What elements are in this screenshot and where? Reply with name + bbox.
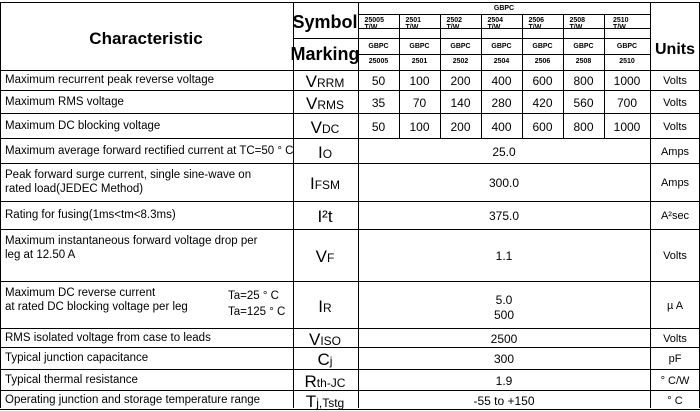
symbol-subscript: RMS [317, 97, 345, 112]
table-rule [0, 2, 700, 3]
characteristic-text: Maximum recurrent peak reverse voltage [5, 73, 214, 86]
value-cell: 1000 [613, 73, 641, 88]
characteristic-text: RMS isolated voltage from case to leads [5, 331, 211, 344]
marking-prefix: GBPC [573, 43, 594, 50]
marking-prefix: GBPC [450, 43, 471, 50]
unit-cell: Volts [663, 120, 687, 133]
symbol-cell [305, 373, 346, 391]
part-suffix: T/W [613, 24, 626, 31]
table-rule [481, 54, 522, 55]
unit-cell: A²sec [660, 210, 690, 222]
table-rule [0, 390, 700, 391]
symbol-cell [317, 208, 332, 226]
table-rule [0, 369, 700, 370]
value-cell: 400 [491, 73, 512, 88]
value-cell: 600 [532, 73, 553, 88]
value-cell: 375.0 [488, 209, 520, 223]
unit-cell: Volts [663, 74, 687, 87]
value-cell: 25.0 [492, 144, 516, 159]
symbol-cell [306, 95, 344, 113]
value-cell: 300 [493, 352, 515, 366]
part-number: 2502 [446, 17, 463, 24]
value-cell: 800 [573, 119, 594, 134]
characteristic-text: Rating for fusing(1ms<tm<8.3ms) [5, 209, 176, 221]
value-cell: 200 [450, 73, 471, 88]
table-rule [604, 28, 650, 29]
symbol-main: I [318, 296, 324, 316]
table-rule [0, 138, 700, 139]
part-number: 2510 [613, 17, 629, 24]
symbol-subscript: RRM [317, 75, 345, 90]
characteristic-text: Maximum average forward rectified current at TC=50 ° C [5, 144, 294, 157]
value-cell: 600 [532, 119, 553, 134]
value-cell: 35 [371, 95, 386, 110]
marking-prefix: GBPC [532, 43, 553, 50]
characteristic-text: Typical junction capacitance [5, 352, 149, 364]
symbol-main: I [317, 142, 323, 162]
symbol-subscript: j [329, 354, 333, 368]
condition-text: Ta=25 ° C [228, 290, 279, 302]
symbol-main: V [305, 93, 318, 113]
value-cell: 1.1 [495, 249, 513, 263]
value-cell: 70 [412, 95, 427, 110]
unit-cell: Volts [663, 332, 687, 345]
condition-text: Ta=125 ° C [228, 306, 286, 318]
symbol-cell [311, 119, 340, 137]
symbol-main: R [304, 371, 317, 391]
symbol-cell [318, 298, 331, 316]
characteristic-text: Maximum RMS voltage [5, 95, 124, 108]
unit-cell: Amps [660, 177, 690, 189]
unit-cell: ° C/W [660, 374, 690, 387]
value-cell: 50 [371, 73, 386, 88]
marking-number: 2506 [534, 58, 551, 65]
table-rule [0, 328, 700, 329]
table-rule [0, 113, 700, 114]
symbol-cell [309, 331, 341, 349]
unit-cell: µ A [666, 299, 684, 312]
characteristic-header: Characteristic [89, 29, 203, 48]
marking-number: 2502 [452, 58, 469, 65]
marking-prefix: GBPC [491, 43, 512, 50]
units-header: Units [655, 41, 695, 58]
table-rule [399, 54, 440, 55]
characteristic-text: at rated DC blocking voltage per leg [5, 301, 188, 313]
marking-number: 2501 [411, 58, 428, 65]
characteristic-text: Operating junction and storage temperature range [5, 393, 261, 406]
marking-prefix: GBPC [409, 43, 430, 50]
table-rule [0, 281, 700, 282]
symbol-subscript: th-JC [316, 375, 346, 390]
symbol-header: Symbol [292, 12, 358, 32]
characteristic-text: rated load(JEDEC Method) [5, 183, 144, 195]
table-rule [0, 201, 700, 202]
value-cell: 50 [371, 119, 386, 134]
symbol-main: T [305, 391, 317, 411]
symbol-cell [310, 175, 340, 193]
table-rule [604, 14, 605, 139]
table-rule [563, 54, 604, 55]
part-number: 2501 [405, 17, 422, 24]
value-cell: 100 [409, 73, 430, 88]
symbol-main: V [308, 329, 321, 349]
symbol-main: V [315, 247, 327, 266]
table-rule [399, 14, 400, 139]
marking-number: 2510 [619, 58, 635, 65]
symbol-main: I [309, 174, 315, 193]
marking-header: Marking [290, 44, 360, 64]
unit-cell: ° C [667, 394, 683, 407]
value-cell: 500 [493, 308, 515, 322]
part-number: 25005 [364, 17, 384, 24]
symbol-subscript: DC [322, 121, 340, 136]
value-cell: 200 [450, 119, 471, 134]
table-rule [0, 90, 700, 91]
value-cell: 140 [450, 95, 471, 110]
part-suffix: T/W [364, 24, 378, 31]
symbol-cell [316, 248, 335, 266]
table-rule [0, 163, 700, 164]
table-rule [440, 54, 481, 55]
unit-cell: Amps [660, 145, 690, 158]
table-rule [358, 54, 399, 55]
table-rule [481, 14, 482, 139]
part-number: 2506 [528, 17, 545, 24]
unit-cell: Volts [663, 250, 687, 262]
characteristic-text: Peak forward surge current, single sine-wave on [5, 169, 252, 181]
symbol-subscript: F [327, 251, 335, 265]
characteristic-text: Maximum DC blocking voltage [5, 119, 161, 132]
table-rule [522, 14, 523, 139]
value-cell: 800 [573, 73, 594, 88]
value-cell: 300.0 [488, 176, 520, 190]
table-rule [563, 14, 564, 139]
part-suffix: T/W [446, 24, 460, 31]
part-suffix: T/W [528, 24, 542, 31]
value-cell: 420 [532, 95, 553, 110]
marking-number: 25005 [368, 58, 389, 65]
part-number: 2508 [569, 17, 586, 24]
marking-number: 2508 [575, 58, 592, 65]
symbol-subscript: ISO [320, 333, 342, 348]
marking-number: 2504 [493, 58, 510, 65]
symbol-main: V [310, 117, 322, 137]
table-rule [0, 70, 293, 71]
symbol-subscript: R [323, 300, 332, 315]
part-number: 2504 [487, 17, 504, 24]
value-cell: 100 [409, 119, 430, 134]
table-rule [440, 14, 441, 139]
symbol-main: V [305, 71, 318, 91]
marking-prefix: GBPC [616, 43, 638, 50]
unit-cell: Volts [663, 96, 687, 109]
part-suffix: T/W [487, 24, 501, 31]
value-cell: 700 [616, 95, 638, 110]
table-rule [358, 14, 650, 15]
symbol-subscript: FSM [314, 178, 341, 192]
table-rule [0, 229, 700, 230]
table-rule [522, 54, 563, 55]
table-rule [604, 54, 650, 55]
symbol-cell [318, 351, 333, 369]
unit-cell: pF [668, 353, 682, 365]
value-cell: -55 to +150 [473, 393, 535, 408]
part-suffix: T/W [569, 24, 583, 31]
symbol-cell [306, 73, 345, 91]
table-rule [293, 70, 700, 71]
gbpc-group-header: GBPC [493, 5, 515, 12]
table-rule [293, 38, 650, 39]
value-cell: 1.9 [495, 373, 513, 388]
characteristic-text: Maximum DC reverse current [5, 287, 156, 299]
characteristic-text: Typical thermal resistance [5, 373, 138, 386]
marking-prefix: GBPC [368, 43, 389, 50]
symbol-subscript: O [322, 146, 333, 161]
symbol-subscript: j,Tstg [316, 395, 345, 410]
symbol-main: C [317, 350, 330, 369]
value-cell: 280 [491, 95, 512, 110]
value-cell: 2500 [490, 331, 518, 346]
value-cell: 560 [573, 95, 594, 110]
characteristic-text: Maximum instantaneous forward voltage drop per [5, 235, 258, 247]
symbol-cell [306, 393, 344, 411]
table-rule [0, 347, 700, 348]
value-cell: 400 [491, 119, 512, 134]
part-suffix: T/W [405, 24, 419, 31]
symbol-cell [318, 144, 332, 162]
characteristic-text: leg at 12.50 A [5, 249, 76, 261]
value-cell: 5.0 [495, 293, 513, 307]
symbol-main: I²t [317, 207, 333, 226]
value-cell: 1000 [613, 119, 641, 134]
